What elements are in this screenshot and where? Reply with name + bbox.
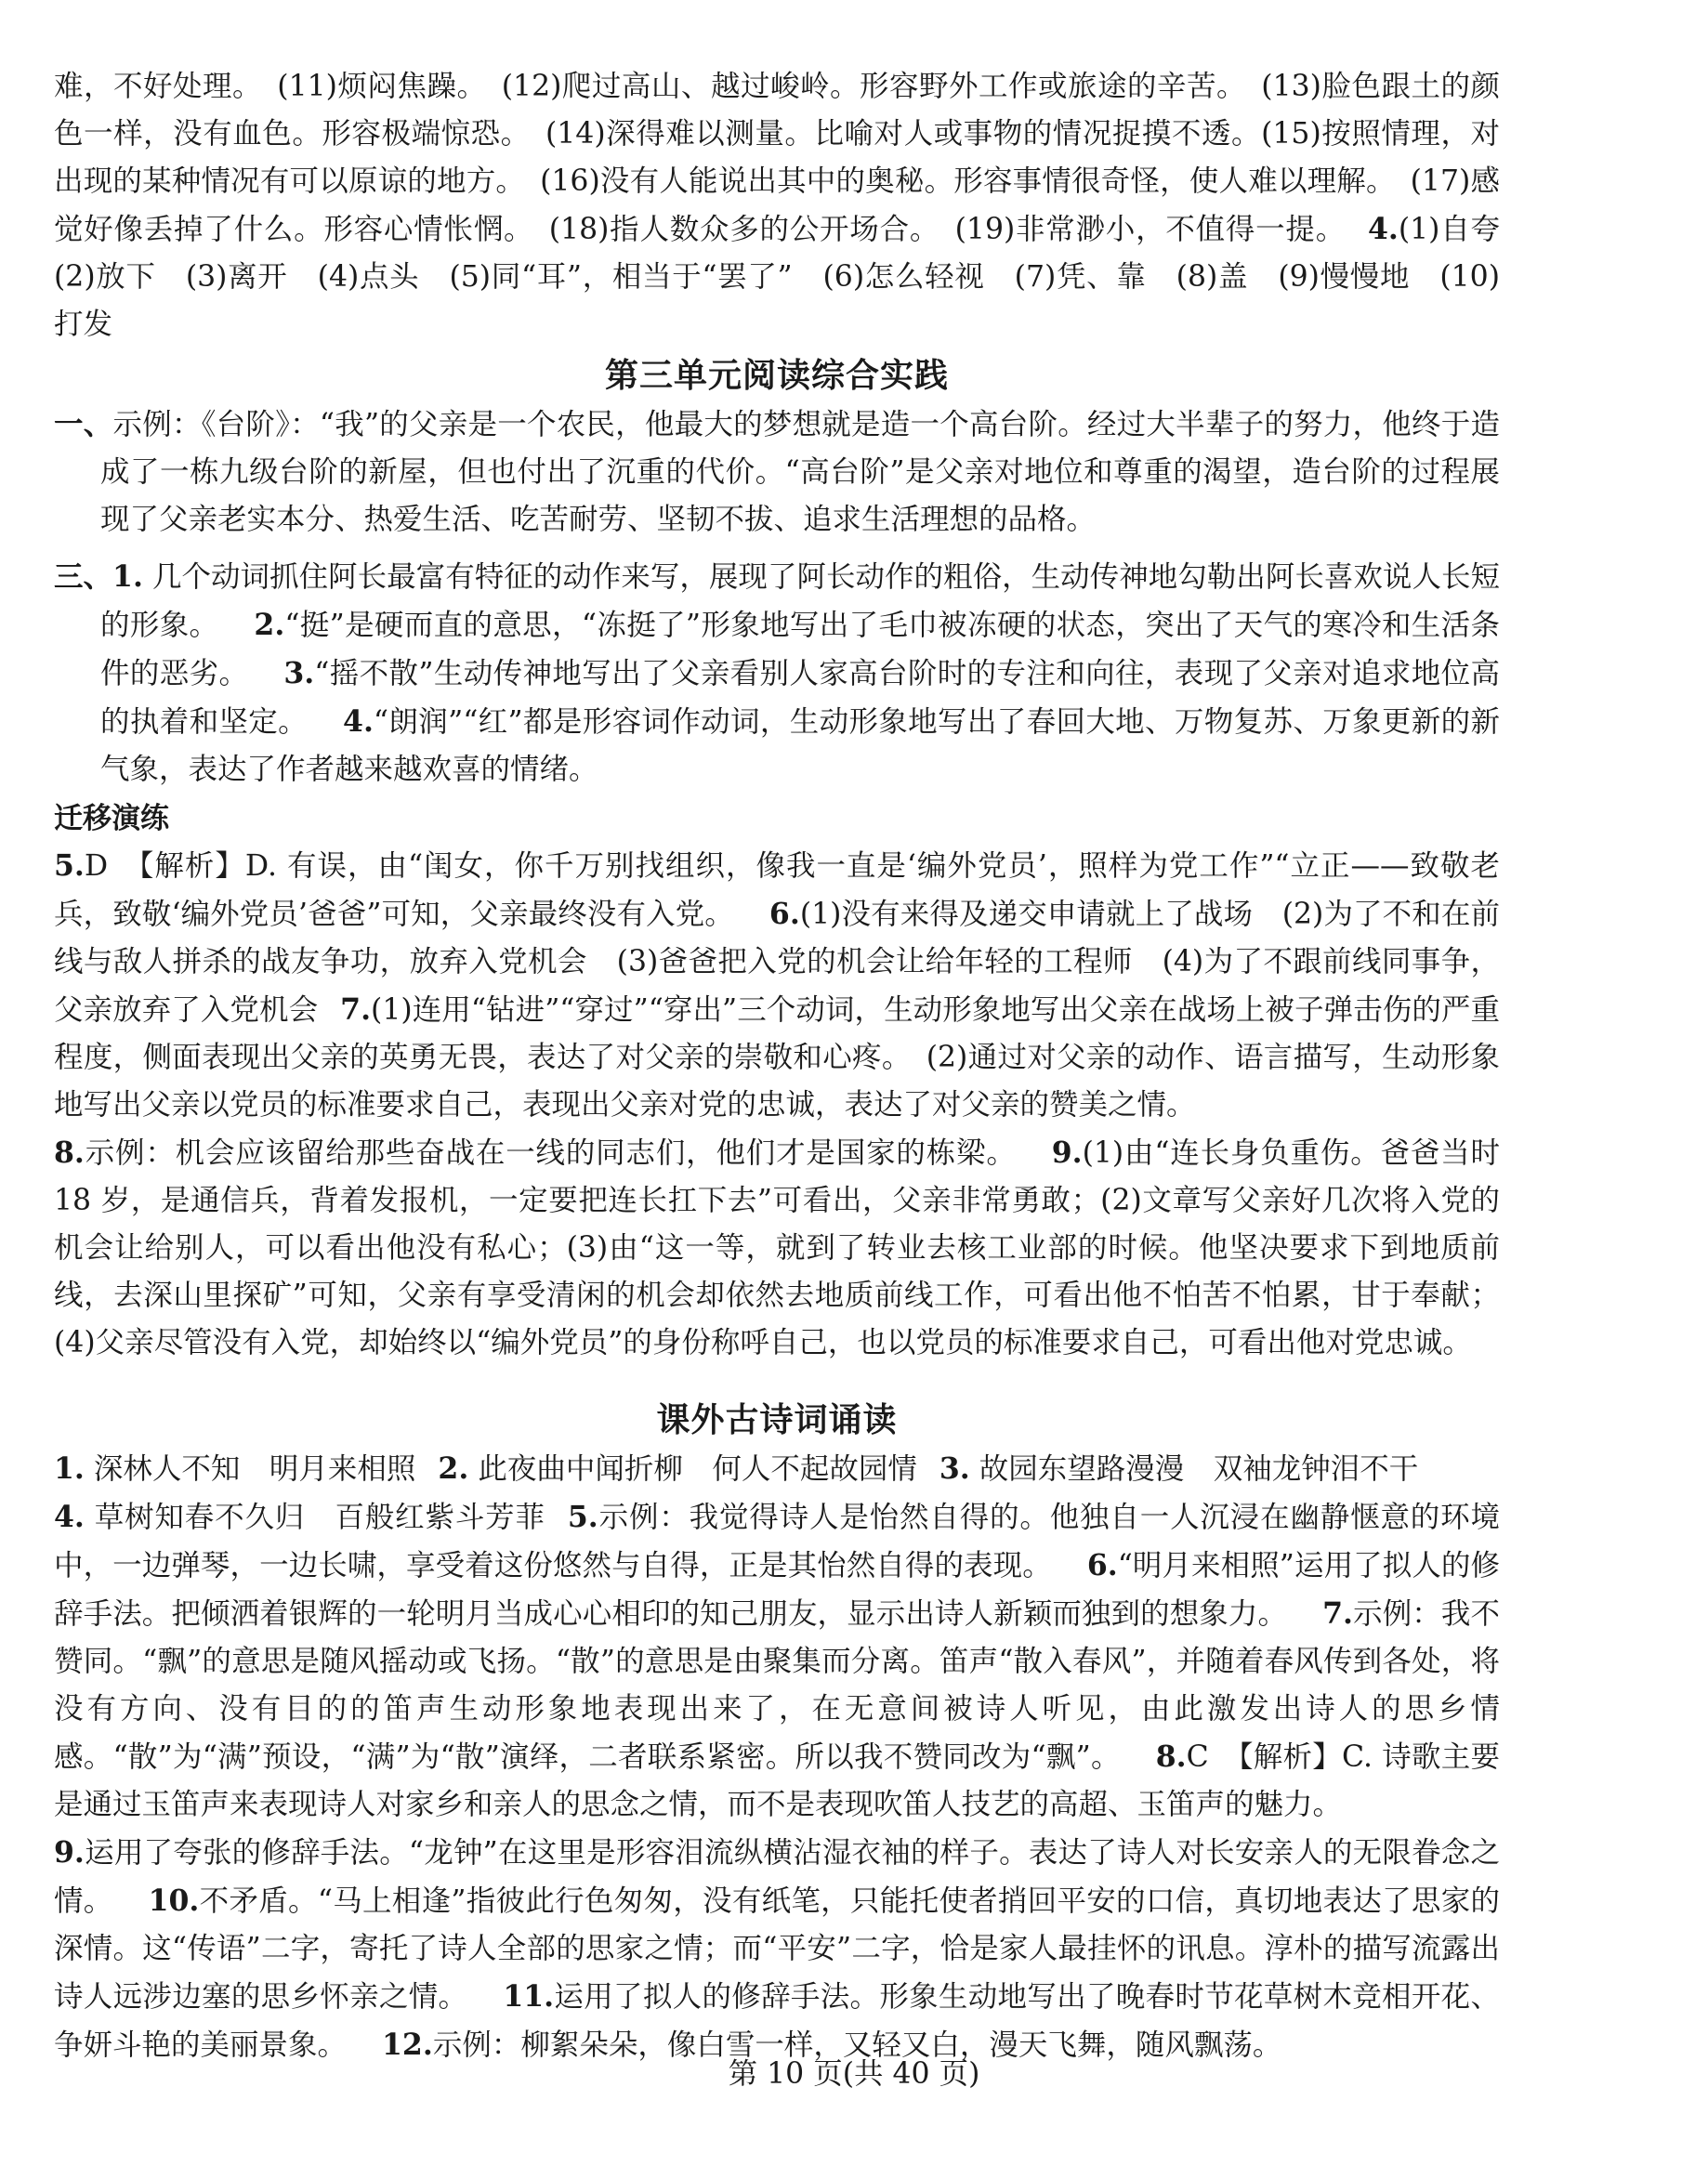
poetry-q1-q3 bbox=[54, 1445, 1500, 1493]
poetry-q12-text: 示例：柳絮朵朵，像白雪一样，又轻又白，漫天飞舞，随风飘荡。 bbox=[432, 2028, 1282, 2062]
poetry-q11-text: 运用了拟人的修辞手法。形象生动地写出了晚春时节花草树木竞相开花、争妍斗艳的美丽景象。 bbox=[54, 1980, 1500, 2062]
part3-label: 三、 bbox=[54, 559, 113, 594]
part3-q1-number: 1. bbox=[112, 559, 143, 594]
poetry-title: 课外古诗词诵读 bbox=[656, 1400, 898, 1439]
poetry-q2-text: 此夜曲中闻折柳 何人不起故园情 bbox=[478, 1452, 917, 1486]
poetry-q8-text: C 【解析】C. 诗歌主要是通过玉笛声来表现诗人对家乡和亲人的思念之情，而不是表现吹笛人技艺的高超、玉笛声的魅力。 bbox=[54, 1740, 1501, 1821]
practice-q7-number: 7. bbox=[340, 992, 372, 1027]
section3-part1 bbox=[54, 400, 1500, 544]
practice-q7-text: (1)连用“钻进”“穿过”“穿出”三个动词，生动形象地写出父亲在战场上被子弹击伤的严重程度，侧面表现出父亲的英勇无畏，表达了对父亲的崇敬和心疼。 (2)通过对父亲的动作、语言描写，生动形象地写出父亲以党员的标准要求自己，表现出父亲对党的忠诚，表达了对父亲的赞美之情。 bbox=[54, 993, 1500, 1122]
practice-heading: 迁移演练 bbox=[54, 802, 169, 835]
poetry-q3-text: 故园东望路漫漫 双袖龙钟泪不干 bbox=[979, 1452, 1419, 1486]
practice-q6-text: (1)没有来得及递交申请就上了战场 (2)为了不和在前线与敌人拼杀的战友争功，放弃入党机会 (3)爸爸把入党的机会让给年轻的工程师 (4)为了不跟前线同事争，父亲放弃了入党机会 bbox=[54, 898, 1500, 1027]
practice-q5-text: D 【解析】D. 有误，由“闺女，你千万别找组织，像我一直是‘编外党员’，照样为党工作”“立正——致敬老兵，致敬‘编外党员’爸爸”可知，父亲最终没有入党。 bbox=[54, 849, 1500, 931]
practice-q6-number: 6. bbox=[769, 897, 800, 931]
poetry-q9-q12 bbox=[54, 1829, 1500, 2069]
part1-text: 示例：《台阶》：“我”的父亲是一个农民，他最大的梦想就是造一个高台阶。经过大半辈子的努力，他终于造成了一栋九级台阶的新屋，但也付出了沉重的代价。“高台阶”是父亲对地位和尊重的渴望，造台阶的过程展现了父亲老实本分、热爱生活、吃苦耐劳、坚韧不拔、追求生活理想的品格。 bbox=[100, 408, 1500, 536]
poetry-q10-text: 不矛盾。“马上相逢”指彼此行色匆匆，没有纸笔，只能托使者捎回平安的口信，真切地表达了思家的深情。这“传语”二字，寄托了诗人全部的思家之情；而“平安”二字，恰是家人最挂怀的讯息。淳朴的描写流露出诗人远涉边塞的思乡怀亲之情。 bbox=[54, 1884, 1500, 2014]
section3-title: 第三单元阅读综合实践 bbox=[604, 356, 949, 395]
intro-q4-text: (1)自夸 (2)放下 (3)离开 (4)点头 (5)同“耳”，相当于“罢了” (6)怎么轻视 (7)凭、靠 (8)盖 (9)慢慢地 (10)打发 bbox=[54, 213, 1530, 341]
intro-text: 难，不好处理。 (11)烦闷焦躁。 (12)爬过高山、越过峻岭。形容野外工作或旅途的辛苦。 (13)脸色跟土的颜色一样，没有血色。形容极端惊恐。 (14)深得难以测量。比喻对人或事物的情况捉摸不透。(15)按照情理，对出现的某种情况有可以原谅的地方。 (16)没有人能说出其中的奥秘。形容事情很奇怪，使人难以理解。 (17)感觉好像丢掉了什么。形容心情怅惘。 (18)指人数众多的公开场合。 (19)非常渺小，不值得一提。 bbox=[54, 70, 1500, 246]
part3-q4-text: “朗润”“红”都是形容词作动词，生动形象地写出了春回大地、万物复苏、万象更新的新气象，表达了作者越来越欢喜的情绪。 bbox=[100, 705, 1500, 786]
practice-q5-to-q7 bbox=[54, 842, 1500, 1129]
poetry-q2-number: 2. bbox=[438, 1451, 469, 1486]
part3-q3-text: “摇不散”生动传神地写出了父亲看别人家高台阶时的专注和向往，表现了父亲对追求地位高的执着和坚定。 bbox=[100, 657, 1500, 739]
poetry-q11-number: 11. bbox=[503, 1979, 555, 2014]
section3-part3 bbox=[54, 553, 1500, 794]
practice-q9-text: (1)由“连长身负重伤。爸爸当时 18 岁，是通信兵，背着发报机，一定要把连长扛下去”可看出，父亲非常勇敢；(2)文章写父亲好几次将入党的机会让给别人，可以看出他没有私心；(3)由“这一等，就到了转业去核工业部的时候。他坚决要求下到地质前线，去深山里探矿”可知，父亲有享受清闲的机会却依然去地质前线工作，可看出他不怕苦不怕累，甘于奉献；(4)父亲尽管没有入党，却始终以“编外党员”的身份称呼自己，也以党员的标准要求自己，可看出他对党忠诚。 bbox=[54, 1136, 1500, 1359]
poetry-q3-number: 3. bbox=[939, 1451, 970, 1486]
page-footer: 第 10 页(共 40 页) bbox=[728, 2057, 980, 2091]
poetry-q6-number: 6. bbox=[1086, 1548, 1118, 1582]
practice-q8-q9 bbox=[54, 1129, 1500, 1367]
part3-q3-number: 3. bbox=[283, 656, 315, 690]
poetry-q7-number: 7. bbox=[1322, 1596, 1353, 1631]
poetry-q4-text: 草树知春不久归 百般红紫斗芳菲 bbox=[94, 1501, 545, 1534]
poetry-q6-text: “明月来相照”运用了拟人的修辞手法。把倾洒着银辉的一轮明月当成心心相印的知己朋友，显示出诗人新颖而独到的想象力。 bbox=[54, 1549, 1500, 1631]
poetry-q7-text: 示例：我不赞同。“飘”的意思是随风摇动或飞扬。“散”的意思是由聚集而分离。笛声“散入春风”，并随着春风传到各处，将没有方向、没有目的的笛声生动形象地表现出来了，在无意间被诗人听见，由此激发出诗人的思乡情感。“散”为“满”预设，“满”为“散”演绎，二者联系紧密。所以我不赞同改为“飘”。 bbox=[54, 1597, 1500, 1774]
poetry-q5-text: 示例：我觉得诗人是怡然自得的。他独自一人沉浸在幽静惬意的环境中，一边弹琴，一边长啸，享受着这份悠然与自得，正是其怡然自得的表现。 bbox=[54, 1501, 1500, 1582]
answer-page bbox=[54, 63, 1530, 2069]
practice-q8-number: 8. bbox=[54, 1136, 85, 1170]
part3-q2-number: 2. bbox=[254, 608, 285, 642]
poetry-q12-number: 12. bbox=[382, 2028, 433, 2062]
practice-q9-number: 9. bbox=[1051, 1136, 1083, 1170]
part1-label: 一、 bbox=[54, 407, 113, 441]
intro-q4-number: 4. bbox=[1367, 212, 1399, 246]
practice-q8-text: 示例：机会应该留给那些奋战在一线的同志们，他们才是国家的栋梁。 bbox=[84, 1136, 1017, 1170]
part3-q4-number: 4. bbox=[343, 704, 374, 739]
part3-q1-text: 几个动词抓住阿长最富有特征的动作来写，展现了阿长动作的粗俗，生动传神地勾勒出阿长喜欢说人长短的形象。 bbox=[100, 560, 1500, 642]
poetry-q8-number: 8. bbox=[1155, 1739, 1187, 1774]
poetry-q4-q8 bbox=[54, 1493, 1500, 1829]
poetry-q4-number: 4. bbox=[54, 1500, 85, 1534]
poetry-q1-text: 深林人不知 明月来相照 bbox=[93, 1452, 416, 1486]
poetry-q9-number: 9. bbox=[54, 1835, 85, 1870]
part3-q2-text: “挺”是硬而直的意思，“冻挺了”形象地写出了毛巾被冻硬的状态，突出了天气的寒冷和生活条件的恶劣。 bbox=[100, 609, 1500, 690]
poetry-q9-text: 运用了夸张的修辞手法。“龙钟”在这里是形容泪流纵横沾湿衣袖的样子。表达了诗人对长安亲人的无限眷念之情。 bbox=[54, 1836, 1500, 1918]
intro-paragraph bbox=[54, 63, 1530, 348]
poetry-q5-number: 5. bbox=[567, 1500, 598, 1534]
practice-q5-number: 5. bbox=[54, 848, 85, 883]
poetry-q1-number: 1. bbox=[54, 1451, 85, 1486]
poetry-q10-number: 10. bbox=[148, 1884, 200, 1918]
